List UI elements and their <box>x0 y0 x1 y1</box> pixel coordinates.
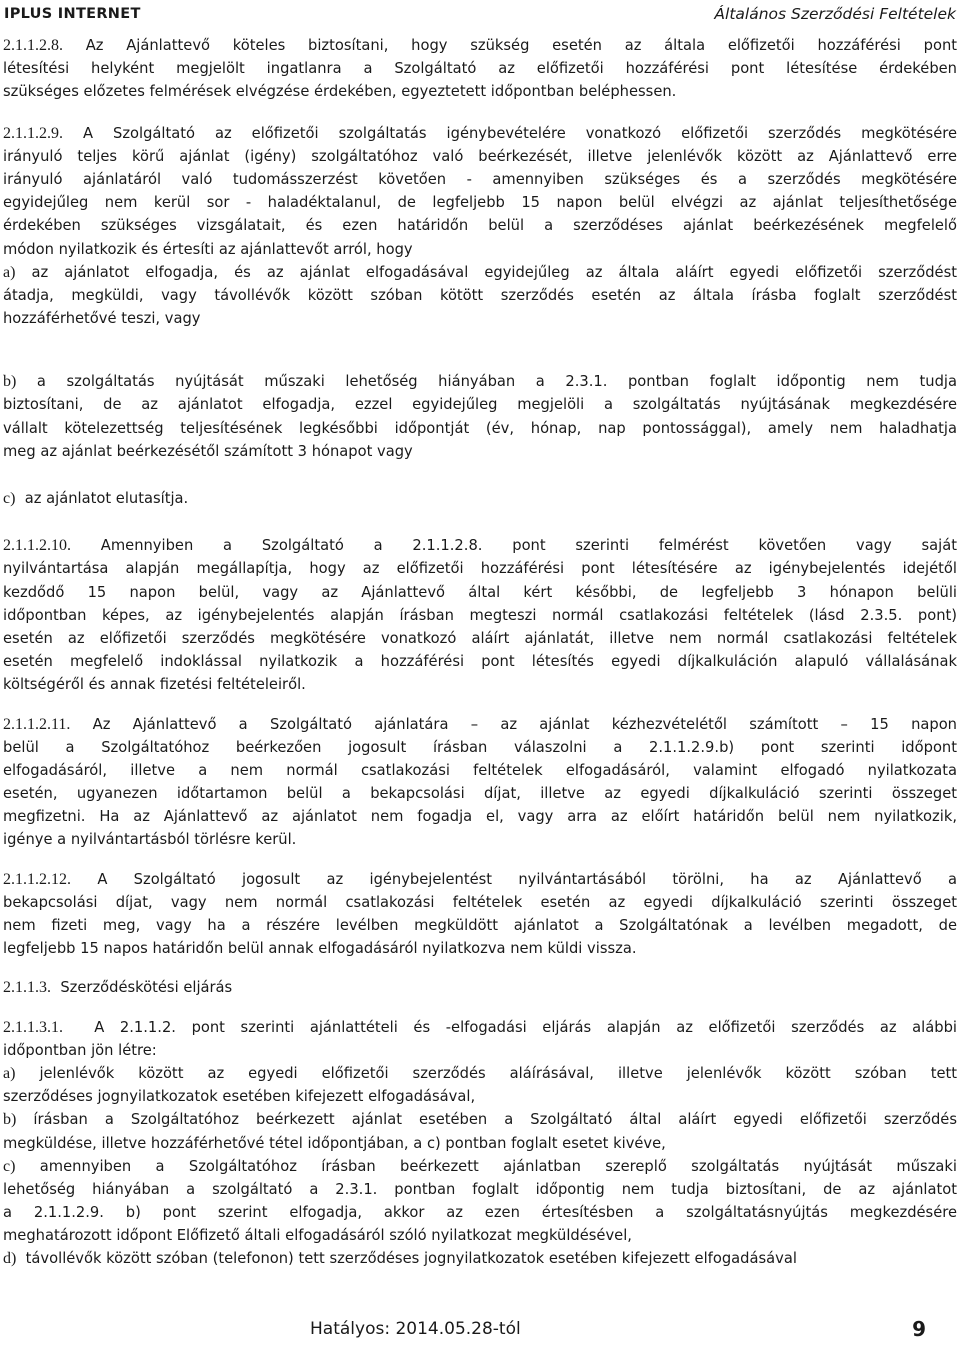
section-2-1-1-2-9 <box>3 122 957 331</box>
list-item-d: d) távollévők között szóban (telefonon) tett szerződéses jognyilatkozatok esetében kifejezett elfogadásával <box>3 1250 797 1268</box>
text-line: a 2.1.1.2.9. b) pont szerint elfogadja, akkor az ezen értesítésben a szolgáltatásnyújtás megkezdésére <box>3 1204 957 1222</box>
page-footer <box>0 1319 960 1343</box>
list-letter: d) <box>3 1250 17 1268</box>
text-line: igénye a nyilvántartásból törlésre kerül. <box>3 831 297 849</box>
list-letter: c) <box>3 490 16 507</box>
section-number: 2.1.1.2.8. <box>3 37 63 54</box>
company-name: IPLUS INTERNET <box>4 6 141 22</box>
section-2-1-1-2-12 <box>3 868 957 961</box>
list-item-a: a) az ajánlatot elfogadja, és az ajánlat elfogadásával egyidejűleg az általa aláírt egyedi előfizetői szerződést <box>3 263 957 281</box>
text-line: hozzáférhetővé teszi, vagy <box>3 310 201 328</box>
text-line: vállalt kötelezettség teljesítésének legkésőbbi időpontját (év, hónap, nap pontossággal), amely nem haladhatja <box>3 419 957 437</box>
list-letter: a) <box>3 263 16 281</box>
list-item-b: b) a szolgáltatás nyújtását műszaki lehetőség hiányában a 2.3.1. pontban foglalt időpontig nem tudja <box>3 373 957 391</box>
text-line: bekapcsolási díjat, vagy nem normál csatlakozási feltételek esetén az egyedi díjkalkuláció szerinti összeget <box>3 893 957 911</box>
text-line: 2.1.1.2.8. Az Ajánlattevő köteles biztosítani, hogy szükség esetén az általa előfizetői hozzáférési pont <box>3 37 957 54</box>
text-line: elfogadásáról, illetve a nem normál csatlakozási feltételek elfogadásáról, valamint elfogadó nyilatkozata <box>3 761 957 779</box>
text-line: szerződéses jognyilatkozatok esetében kifejezett elfogadásával, <box>3 1088 476 1106</box>
text-line: 2.1.1.2.12. A Szolgáltató jogosult az igénybejelentést nyilvántartásából törölni, ha az Ajánlattevő a <box>3 870 957 888</box>
list-letter: c) <box>3 1157 16 1175</box>
text-line: átadja, megküldi, vagy távollévők között szóban kötött szerződés esetén az általa írásba foglalt szerződést <box>3 286 957 304</box>
section-2-1-1-3-1 <box>3 1016 957 1271</box>
section-number: 2.1.1.3.1. <box>3 1018 63 1036</box>
list-item-a: a) jelenlévők között az egyedi előfizetői szerződés aláírásával, illetve jelenlévők között szóban tett <box>3 1064 957 1082</box>
text-line: időpontban képes, az igénybejelentés alapján írásban megteszi normál csatlakozási feltételek (lásd 2.3.5. pont) <box>3 606 957 624</box>
text-line: kezdődő 15 napon belül, vagy az Ajánlattevő által kért későbbi, de legfeljebb 3 hónapon belüli <box>3 583 957 601</box>
text-line: időpontban jön létre: <box>3 1041 157 1059</box>
list-item-c: c) amennyiben a Szolgáltatóhoz írásban beérkezett ajánlatban szereplő szolgáltatás nyújtását műszaki <box>3 1157 957 1175</box>
section-heading: 2.1.1.3. Szerződéskötési eljárás <box>3 979 233 997</box>
text-line: legfeljebb 15 napos határidőn belül annak elfogadásáról nyilatkozva nem küldi vissza. <box>3 940 637 958</box>
section-2-1-1-2-9-b <box>3 370 957 463</box>
text-line: 2.1.1.3.1. A 2.1.1.2. pont szerinti ajánlattételi és -elfogadási eljárás alapján az előfizetői szerződés az alábbi <box>3 1018 957 1036</box>
list-letter: b) <box>3 1111 17 1129</box>
text-line: létesítési helyként megjelölt ingatlanra a Szolgáltató az előfizetői hozzáférési pont létesítése érdekében <box>3 60 957 78</box>
text-line: irányuló teljes körű ajánlat (igény) szolgáltatóhoz való beérkezését, illetve jelenlévők között az Ajánlattevő erre <box>3 147 957 165</box>
section-number: 2.1.1.2.10. <box>3 537 71 555</box>
text-line: egyidejűleg nem kerül sor - haladéktalanul, de legfeljebb 15 napon belül elvégzi az ajánlat teljesíthetősége <box>3 194 957 212</box>
list-letter: a) <box>3 1064 16 1082</box>
text-line: meg az ajánlat beérkezésétől számított 3 hónapot vagy <box>3 442 413 460</box>
text-line: 2.1.1.2.11. Az Ajánlattevő a Szolgáltató ajánlatára – az ajánlat kézhezvételétől számított – 15 napon <box>3 715 957 733</box>
section-number: 2.1.1.3. <box>3 979 51 997</box>
text-line: lehetőség hiányában a szolgáltató a 2.3.1. pontban foglalt időpontig nem tudja biztosítani, de az ajánlatot <box>3 1180 957 1198</box>
text-line: módon nyilatkozik és értesíti az ajánlattevőt arról, hogy <box>3 240 413 258</box>
section-2-1-1-2-10 <box>3 534 957 696</box>
text-line: költségéről és annak fizetési feltételeiről. <box>3 676 306 694</box>
text-line: nyilvántartása alapján megállapítja, hogy az előfizetői hozzáférési pont létesítésére az igénybejelentés idejétől <box>3 560 957 578</box>
text-line: nem fizeti meg, vagy ha a részére levélben megküldött ajánlatot a Szolgáltatónak a levélben megadott, de <box>3 917 957 934</box>
section-number: 2.1.1.2.12. <box>3 870 71 888</box>
text-line: irányuló ajánlatáról való tudomásszerzést követően - amennyiben szükséges és a szerződés megkötésére <box>3 170 957 188</box>
section-2-1-1-2-8 <box>3 34 957 104</box>
text-line: érdekében szükséges vizsgálatait, és ezen határidőn belül a szerződéses ajánlat beérkezésének megfelelő <box>3 217 957 235</box>
section-number: 2.1.1.2.9. <box>3 124 63 142</box>
text-line: esetén megfelelő indoklással nyilatkozik a hozzáférési pont létesítés egyedi díjkalkuláción alapuló vállalásának <box>3 653 957 671</box>
section-number: 2.1.1.2.11. <box>3 715 71 733</box>
list-item-b: b) írásban a Szolgáltatóhoz beérkezett ajánlat esetében a Szolgáltató által aláírt egyedi előfizetői szerződés <box>3 1111 957 1129</box>
text-line: szükséges előzetes felmérések elvégzése érdekében, egyeztetett időpontban beléphessen. <box>3 83 677 101</box>
text-line: meghatározott időpont Előfizető általi elfogadásáról szóló nyilatkozat megküldésével, <box>3 1227 632 1245</box>
section-2-1-1-3 <box>3 976 957 999</box>
list-item-c: c) az ajánlatot elutasítja. <box>3 490 189 507</box>
document-body <box>3 34 957 1271</box>
text-line: biztosítani, de az ajánlatot elfogadja, ezzel egyidejűleg megjelöli a szolgáltatás nyújtásának megkezdésére <box>3 396 957 414</box>
text-line: 2.1.1.2.9. A Szolgáltató az előfizetői szolgáltatás igénybevételére vonatkozó előfizetői szerződés megkötésére <box>3 124 957 142</box>
text-line: belül a Szolgáltatóhoz beérkezően jogosult írásban válaszolni a 2.1.1.2.9.b) pont szerinti időpont <box>3 738 957 756</box>
text-line: megküldése, illetve hozzáférhetővé tétel időpontjában, a c) pontban foglalt esetet kivéve, <box>3 1134 666 1152</box>
list-letter: b) <box>3 373 17 391</box>
page-number: 9 <box>912 1317 926 1341</box>
section-2-1-1-2-11 <box>3 713 957 852</box>
text-line: 2.1.1.2.10. Amennyiben a Szolgáltató a 2.1.1.2.8. pont szerinti felmérést követően vagy saját <box>3 537 957 555</box>
section-2-1-1-2-9-c <box>3 487 957 510</box>
effective-date: Hatályos: 2014.05.28-tól <box>310 1319 521 1339</box>
text-line: esetén az előfizetői szerződés megkötésére vonatkozó aláírt ajánlatát, illetve nem normál csatlakozási feltételek <box>3 629 957 647</box>
text-line: megfizetni. Ha az Ajánlattevő az ajánlatot nem fogadja el, vagy arra az előírt határidőn belül nem nyilatkozik, <box>3 808 957 826</box>
document-title: Általános Szerződési Feltételek <box>714 5 956 23</box>
text-line: esetén, ugyanezen időtartamon belül a bekapcsolási díjat, illetve az egyedi díjkalkuláció szerinti összeget <box>3 785 957 803</box>
page-header <box>4 6 956 28</box>
